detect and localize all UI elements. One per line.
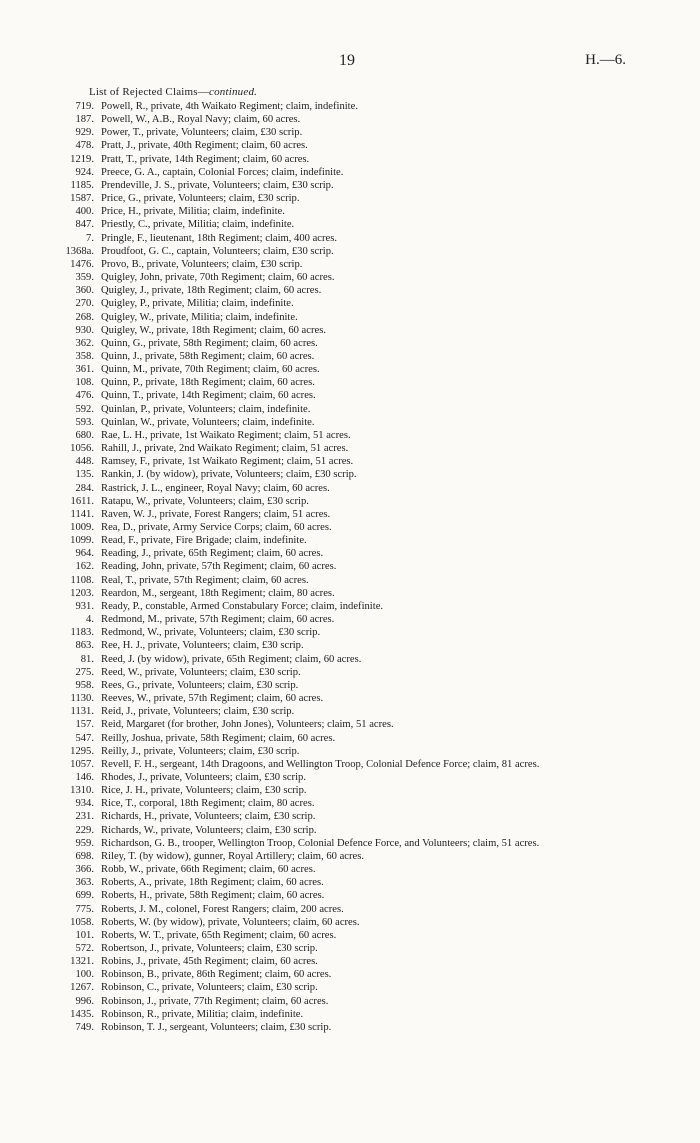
rejected-claims-list xyxy=(0,100,700,1034)
claim-text: Robinson, B., private, 86th Regiment; claim, 60 acres. xyxy=(101,969,332,981)
list-item xyxy=(0,468,700,481)
claim-number: 4. xyxy=(86,614,94,626)
claim-text: Robinson, T. J., sergeant, Volunteers; claim, £30 scrip. xyxy=(101,1021,332,1033)
list-item xyxy=(0,284,700,297)
claim-number: 101. xyxy=(75,929,94,941)
claim-text: Quigley, J., private, 18th Regiment; claim, 60 acres. xyxy=(101,285,322,297)
list-item xyxy=(0,771,700,784)
list-item xyxy=(0,495,700,508)
list-item xyxy=(0,942,700,955)
list-item xyxy=(0,508,700,521)
list-item xyxy=(0,876,700,889)
claim-text: Rice, T., corporal, 18th Regiment; claim, 80 acres. xyxy=(101,798,315,810)
claim-number: 699. xyxy=(75,890,94,902)
list-item xyxy=(0,324,700,337)
claim-text: Rae, L. H., private, 1st Waikato Regiment; claim, 51 acres. xyxy=(101,429,351,441)
list-title-continued: continued. xyxy=(208,86,258,98)
claim-text: Reed, W., private, Volunteers; claim, £30 scrip. xyxy=(101,666,301,678)
claim-number: 448. xyxy=(75,456,94,468)
claim-text: Rastrick, J. L., engineer, Royal Navy; claim, 60 acres. xyxy=(101,482,330,494)
claim-number: 924. xyxy=(75,166,94,178)
claim-number: 1219. xyxy=(70,153,94,165)
list-item xyxy=(0,297,700,310)
list-item xyxy=(0,824,700,837)
claim-text: Reilly, Joshua, private, 58th Regiment; claim, 60 acres. xyxy=(101,732,336,744)
claim-text: Roberts, W. T., private, 65th Regiment; claim, 60 acres. xyxy=(101,929,337,941)
claim-number: 958. xyxy=(75,679,94,691)
claim-text: Robertson, J., private, Volunteers; claim, £30 scrip. xyxy=(101,943,318,954)
claim-number: 931. xyxy=(75,600,94,612)
claim-number: 1587. xyxy=(70,193,94,205)
list-item xyxy=(0,745,700,758)
list-item xyxy=(0,100,700,113)
claim-text: Reeves, W., private, 57th Regiment; claim, 60 acres. xyxy=(101,693,324,705)
claim-number: 572. xyxy=(75,943,94,954)
claim-number: 187. xyxy=(75,114,94,126)
claim-number: 1099. xyxy=(70,535,94,547)
claim-number: 1108. xyxy=(70,574,94,586)
claim-number: 229. xyxy=(75,824,94,836)
list-item xyxy=(0,600,700,613)
claim-number: 358. xyxy=(75,350,94,362)
claim-text: Quinn, J., private, 58th Regiment; claim, 60 acres. xyxy=(101,350,315,362)
list-item xyxy=(0,232,700,245)
claim-text: Provo, B., private, Volunteers; claim, £30 scrip. xyxy=(101,258,303,270)
list-item xyxy=(0,455,700,468)
list-item xyxy=(0,995,700,1008)
list-item xyxy=(0,810,700,823)
claim-text: Power, T., private, Volunteers; claim, £30 scrip. xyxy=(101,127,303,139)
claim-number: 476. xyxy=(75,390,94,402)
claim-number: 1310. xyxy=(70,785,94,797)
list-item xyxy=(0,692,700,705)
list-item xyxy=(0,560,700,573)
claim-number: 1185. xyxy=(70,179,94,191)
list-item xyxy=(0,153,700,166)
claim-number: 547. xyxy=(75,732,94,744)
claim-number: 1058. xyxy=(70,916,94,928)
claim-number: 1130. xyxy=(70,693,94,705)
claim-number: 1435. xyxy=(70,1008,94,1020)
claim-text: Reading, J., private, 65th Regiment; claim, 60 acres. xyxy=(101,548,324,560)
page-number: 19 xyxy=(339,52,355,69)
claim-text: Redmond, M., private, 57th Regiment; claim, 60 acres. xyxy=(101,614,335,626)
claim-number: 863. xyxy=(75,640,94,652)
claim-number: 996. xyxy=(75,995,94,1007)
claim-number: 1141. xyxy=(70,508,94,520)
list-item xyxy=(0,416,700,429)
claim-text: Quigley, W., private, Militia; claim, indefinite. xyxy=(101,311,298,323)
list-item xyxy=(0,205,700,218)
claim-text: Quinn, T., private, 14th Regiment; claim, 60 acres. xyxy=(101,390,316,402)
claim-text: Quigley, P., private, Militia; claim, indefinite. xyxy=(101,298,294,310)
claim-number: 268. xyxy=(75,311,94,323)
claim-number: 100. xyxy=(75,969,94,981)
claim-number: 929. xyxy=(75,127,94,139)
claim-text: Robinson, R., private, Militia; claim, indefinite. xyxy=(101,1008,304,1020)
document-reference: H.—6. xyxy=(585,52,626,68)
claim-number: 934. xyxy=(75,798,94,810)
list-item xyxy=(0,245,700,258)
claim-number: 719. xyxy=(75,101,94,112)
list-title xyxy=(89,86,257,98)
list-item xyxy=(0,916,700,929)
claim-text: Quigley, John, private, 70th Regiment; claim, 60 acres. xyxy=(101,272,335,284)
claim-text: Reading, John, private, 57th Regiment; claim, 60 acres. xyxy=(101,561,337,573)
claim-number: 1183. xyxy=(70,627,94,639)
claim-text: Reed, J. (by widow), private, 65th Regiment; claim, 60 acres. xyxy=(101,653,362,665)
claim-number: 964. xyxy=(75,548,94,560)
claim-number: 81. xyxy=(80,653,94,665)
claim-text: Revell, F. H., sergeant, 14th Dragoons, and Wellington Troop, Colonial Defence Force; claim, 81 acres. xyxy=(101,758,540,770)
list-item xyxy=(0,889,700,902)
list-item xyxy=(0,850,700,863)
claim-number: 270. xyxy=(75,298,94,310)
claim-text: Powell, R., private, 4th Waikato Regiment; claim, indefinite. xyxy=(101,101,358,112)
list-item xyxy=(0,521,700,534)
list-item xyxy=(0,574,700,587)
list-item xyxy=(0,718,700,731)
claim-text: Quinlan, P., private, Volunteers; claim, indefinite. xyxy=(101,403,311,415)
claim-number: 359. xyxy=(75,272,94,284)
claim-text: Proudfoot, G. C., captain, Volunteers; claim, £30 scrip. xyxy=(101,245,334,257)
claim-text: Ratapu, W., private, Volunteers; claim, £30 scrip. xyxy=(101,495,309,507)
claim-number: 162. xyxy=(75,561,94,573)
page-header xyxy=(0,52,700,72)
claim-number: 284. xyxy=(75,482,94,494)
claim-text: Reardon, M., sergeant, 18th Regiment; claim, 80 acres. xyxy=(101,587,335,599)
claim-text: Riley, T. (by widow), gunner, Royal Artillery; claim, 60 acres. xyxy=(101,850,364,862)
list-item xyxy=(0,863,700,876)
claim-text: Real, T., private, 57th Regiment; claim, 60 acres. xyxy=(101,574,309,586)
claim-number: 698. xyxy=(75,850,94,862)
list-item xyxy=(0,613,700,626)
claim-number: 400. xyxy=(75,206,94,218)
claim-number: 749. xyxy=(75,1021,94,1033)
list-item xyxy=(0,113,700,126)
list-item xyxy=(0,139,700,152)
claim-text: Rice, J. H., private, Volunteers; claim, £30 scrip. xyxy=(101,785,307,797)
claim-text: Richardson, G. B., trooper, Wellington Troop, Colonial Defence Force, and Volunteers; claim, 51 acres. xyxy=(101,837,540,849)
list-item xyxy=(0,482,700,495)
claim-text: Price, H., private, Militia; claim, indefinite. xyxy=(101,206,285,218)
list-item xyxy=(0,968,700,981)
claim-text: Rankin, J. (by widow), private, Volunteers; claim, £30 scrip. xyxy=(101,469,357,481)
list-item xyxy=(0,758,700,771)
claim-number: 1368a. xyxy=(65,245,94,257)
list-item xyxy=(0,626,700,639)
claim-text: Pringle, F., lieutenant, 18th Regiment; claim, 400 acres. xyxy=(101,232,337,244)
claim-text: Quinlan, W., private, Volunteers; claim, indefinite. xyxy=(101,416,315,428)
list-item xyxy=(0,639,700,652)
claim-number: 680. xyxy=(75,429,94,441)
claim-number: 930. xyxy=(75,324,94,336)
claim-number: 7. xyxy=(86,232,94,244)
claim-number: 592. xyxy=(75,403,94,415)
claim-number: 361. xyxy=(75,364,94,376)
list-item xyxy=(0,679,700,692)
claim-text: Richards, W., private, Volunteers; claim, £30 scrip. xyxy=(101,824,317,836)
claim-number: 1295. xyxy=(70,745,94,757)
list-item xyxy=(0,534,700,547)
claim-text: Roberts, A., private, 18th Regiment; claim, 60 acres. xyxy=(101,877,324,889)
claim-text: Roberts, H., private, 58th Regiment; claim, 60 acres. xyxy=(101,890,325,902)
list-item xyxy=(0,981,700,994)
claim-number: 1476. xyxy=(70,258,94,270)
claim-text: Powell, W., A.B., Royal Navy; claim, 60 acres. xyxy=(101,114,301,126)
list-item xyxy=(0,218,700,231)
claim-text: Robinson, C., private, Volunteers; claim, £30 scrip. xyxy=(101,982,318,994)
list-item xyxy=(0,192,700,205)
claim-text: Preece, G. A., captain, Colonial Forces; claim, indefinite. xyxy=(101,166,344,178)
claim-text: Richards, H., private, Volunteers; claim, £30 scrip. xyxy=(101,811,316,823)
claim-text: Raven, W. J., private, Forest Rangers; claim, 51 acres. xyxy=(101,508,331,520)
list-item xyxy=(0,376,700,389)
claim-number: 275. xyxy=(75,666,94,678)
claim-text: Roberts, W. (by widow), private, Volunteers; claim, 60 acres. xyxy=(101,916,360,928)
list-item xyxy=(0,784,700,797)
claim-text: Ree, H. J., private, Volunteers; claim, £30 scrip. xyxy=(101,640,304,652)
list-item xyxy=(0,653,700,666)
list-item xyxy=(0,1021,700,1034)
claim-text: Pratt, T., private, 14th Regiment; claim, 60 acres. xyxy=(101,153,310,165)
list-item xyxy=(0,442,700,455)
claim-text: Reilly, J., private, Volunteers; claim, £30 scrip. xyxy=(101,745,300,757)
claim-text: Read, F., private, Fire Brigade; claim, indefinite. xyxy=(101,535,307,547)
claim-text: Robins, J., private, 45th Regiment; claim, 60 acres. xyxy=(101,956,318,968)
claim-number: 157. xyxy=(75,719,94,731)
claim-text: Robinson, J., private, 77th Regiment; claim, 60 acres. xyxy=(101,995,329,1007)
claim-number: 231. xyxy=(75,811,94,823)
list-item xyxy=(0,1008,700,1021)
list-item xyxy=(0,311,700,324)
list-item xyxy=(0,166,700,179)
claim-number: 108. xyxy=(75,377,94,389)
claim-text: Redmond, W., private, Volunteers; claim, £30 scrip. xyxy=(101,627,321,639)
list-item xyxy=(0,955,700,968)
claim-text: Reid, Margaret (for brother, John Jones), Volunteers; claim, 51 acres. xyxy=(101,719,394,731)
claim-text: Priestly, C., private, Militia; claim, indefinite. xyxy=(101,219,295,231)
claim-text: Quinn, P., private, 18th Regiment; claim, 60 acres. xyxy=(101,377,315,389)
list-title-main: List of Rejected Claims— xyxy=(89,86,209,98)
list-item xyxy=(0,429,700,442)
claim-number: 1267. xyxy=(70,982,94,994)
claim-number: 1321. xyxy=(70,956,94,968)
claim-text: Quinn, G., private, 58th Regiment; claim, 60 acres. xyxy=(101,337,318,349)
claim-number: 1131. xyxy=(70,706,94,718)
claim-text: Quinn, M., private, 70th Regiment; claim, 60 acres. xyxy=(101,364,320,376)
list-item xyxy=(0,666,700,679)
claim-number: 847. xyxy=(75,219,94,231)
claim-number: 366. xyxy=(75,864,94,876)
claim-text: Pratt, J., private, 40th Regiment; claim, 60 acres. xyxy=(101,140,308,152)
claim-number: 593. xyxy=(75,416,94,428)
claim-text: Quigley, W., private, 18th Regiment; claim, 60 acres. xyxy=(101,324,326,336)
claim-number: 362. xyxy=(75,337,94,349)
claim-number: 478. xyxy=(75,140,94,152)
claim-text: Rea, D., private, Army Service Corps; claim, 60 acres. xyxy=(101,522,332,533)
claim-text: Price, G., private, Volunteers; claim, £30 scrip. xyxy=(101,193,300,205)
list-item xyxy=(0,837,700,850)
list-item xyxy=(0,547,700,560)
list-item xyxy=(0,258,700,271)
list-item xyxy=(0,126,700,139)
claim-number: 1056. xyxy=(70,443,94,455)
list-item xyxy=(0,350,700,363)
claim-text: Rahill, J., private, 2nd Waikato Regiment; claim, 51 acres. xyxy=(101,443,349,455)
list-item xyxy=(0,705,700,718)
claim-number: 363. xyxy=(75,877,94,889)
claim-number: 146. xyxy=(75,771,94,783)
claim-number: 775. xyxy=(75,903,94,915)
list-item xyxy=(0,179,700,192)
claim-text: Prendeville, J. S., private, Volunteers; claim, £30 scrip. xyxy=(101,179,334,191)
claim-text: Ready, P., constable, Armed Constabulary Force; claim, indefinite. xyxy=(101,600,384,612)
claim-number: 1057. xyxy=(70,758,94,770)
claim-number: 360. xyxy=(75,285,94,297)
list-item xyxy=(0,929,700,942)
claim-text: Robb, W., private, 66th Regiment; claim, 60 acres. xyxy=(101,864,316,876)
list-item xyxy=(0,587,700,600)
claim-number: 959. xyxy=(75,837,94,849)
claim-number: 1203. xyxy=(70,587,94,599)
list-item xyxy=(0,903,700,916)
list-item xyxy=(0,732,700,745)
list-item xyxy=(0,389,700,402)
claim-text: Reid, J., private, Volunteers; claim, £30 scrip. xyxy=(101,706,295,718)
list-item xyxy=(0,797,700,810)
list-item xyxy=(0,403,700,416)
claim-number: 135. xyxy=(75,469,94,481)
list-item xyxy=(0,271,700,284)
claim-number: 1009. xyxy=(70,522,94,533)
claim-text: Ramsey, F., private, 1st Waikato Regiment; claim, 51 acres. xyxy=(101,456,354,468)
claim-text: Rhodes, J., private, Volunteers; claim, £30 scrip. xyxy=(101,771,306,783)
list-item xyxy=(0,363,700,376)
claim-text: Rees, G., private, Volunteers; claim, £30 scrip. xyxy=(101,679,299,691)
claim-text: Roberts, J. M., colonel, Forest Rangers; claim, 200 acres. xyxy=(101,903,344,915)
list-item xyxy=(0,337,700,350)
claim-number: 1611. xyxy=(70,495,94,507)
